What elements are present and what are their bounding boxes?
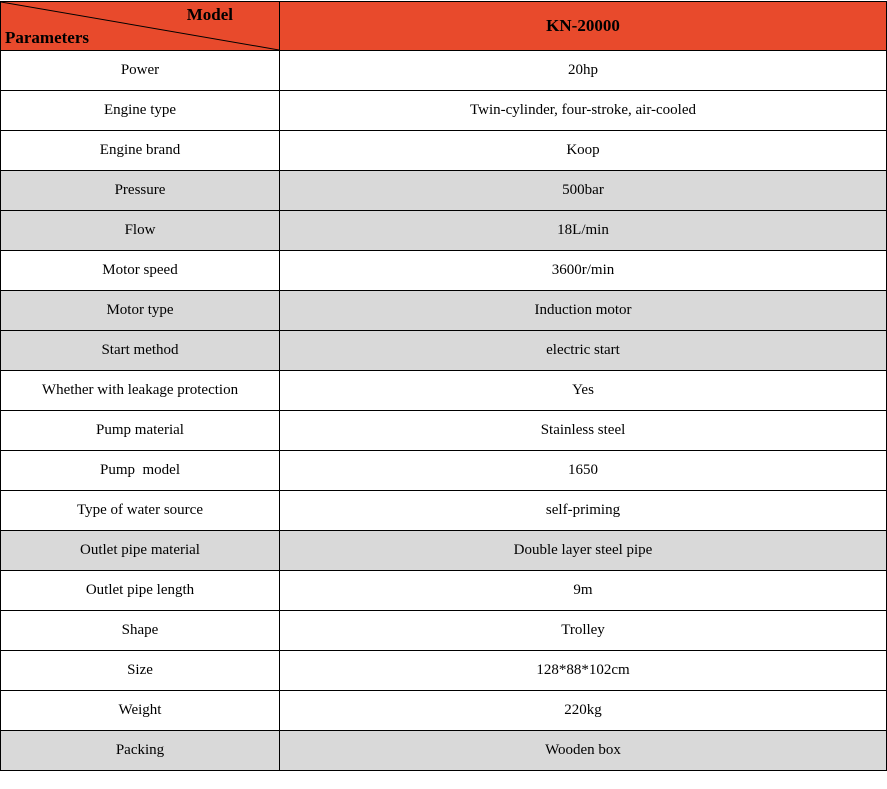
param-name-cell: Outlet pipe material: [1, 531, 280, 571]
param-name-cell: Whether with leakage protection: [1, 371, 280, 411]
param-name-cell: Type of water source: [1, 491, 280, 531]
param-value-cell: Koop: [280, 131, 887, 171]
param-value-cell: self-priming: [280, 491, 887, 531]
param-value-cell: Trolley: [280, 611, 887, 651]
table-row: [1, 531, 887, 571]
param-name-cell: Size: [1, 651, 280, 691]
spec-table-body: [1, 2, 887, 771]
table-row: [1, 371, 887, 411]
spec-table: [0, 1, 887, 771]
table-row: [1, 651, 887, 691]
table-row: [1, 91, 887, 131]
param-name-cell: Flow: [1, 211, 280, 251]
param-value-cell: 18L/min: [280, 211, 887, 251]
table-row: [1, 731, 887, 771]
header-row: [1, 2, 887, 51]
param-value-cell: Yes: [280, 371, 887, 411]
param-value-cell: 3600r/min: [280, 251, 887, 291]
param-name-cell: Engine type: [1, 91, 280, 131]
param-name-cell: Motor speed: [1, 251, 280, 291]
table-row: [1, 131, 887, 171]
param-name-cell: Weight: [1, 691, 280, 731]
table-row: [1, 491, 887, 531]
param-value-cell: 1650: [280, 451, 887, 491]
param-name-cell: Shape: [1, 611, 280, 651]
table-row: [1, 611, 887, 651]
table-row: [1, 411, 887, 451]
param-name-cell: Power: [1, 51, 280, 91]
param-name-cell: Pump material: [1, 411, 280, 451]
table-row: [1, 451, 887, 491]
param-value-cell: 20hp: [280, 51, 887, 91]
param-name-cell: Pressure: [1, 171, 280, 211]
param-name-cell: Packing: [1, 731, 280, 771]
param-value-cell: Double layer steel pipe: [280, 531, 887, 571]
corner-params-label: Parameters: [5, 28, 90, 47]
param-value-cell: 9m: [280, 571, 887, 611]
param-value-cell: Wooden box: [280, 731, 887, 771]
param-name-cell: Outlet pipe length: [1, 571, 280, 611]
param-name-cell: Pump model: [1, 451, 280, 491]
param-name-cell: Engine brand: [1, 131, 280, 171]
table-row: [1, 691, 887, 731]
table-row: [1, 291, 887, 331]
table-row: [1, 251, 887, 291]
table-row: [1, 331, 887, 371]
param-value-cell: electric start: [280, 331, 887, 371]
param-value-cell: Twin-cylinder, four-stroke, air-cooled: [280, 91, 887, 131]
param-value-cell: Stainless steel: [280, 411, 887, 451]
model-name-cell: KN-20000: [280, 2, 887, 51]
table-row: [1, 171, 887, 211]
param-name-cell: Start method: [1, 331, 280, 371]
corner-header-cell: [1, 2, 280, 51]
param-name-cell: Motor type: [1, 291, 280, 331]
param-value-cell: 128*88*102cm: [280, 651, 887, 691]
table-row: [1, 571, 887, 611]
param-value-cell: 220kg: [280, 691, 887, 731]
param-value-cell: Induction motor: [280, 291, 887, 331]
table-row: [1, 211, 887, 251]
table-row: [1, 51, 887, 91]
corner-model-label: Model: [186, 5, 233, 24]
param-value-cell: 500bar: [280, 171, 887, 211]
